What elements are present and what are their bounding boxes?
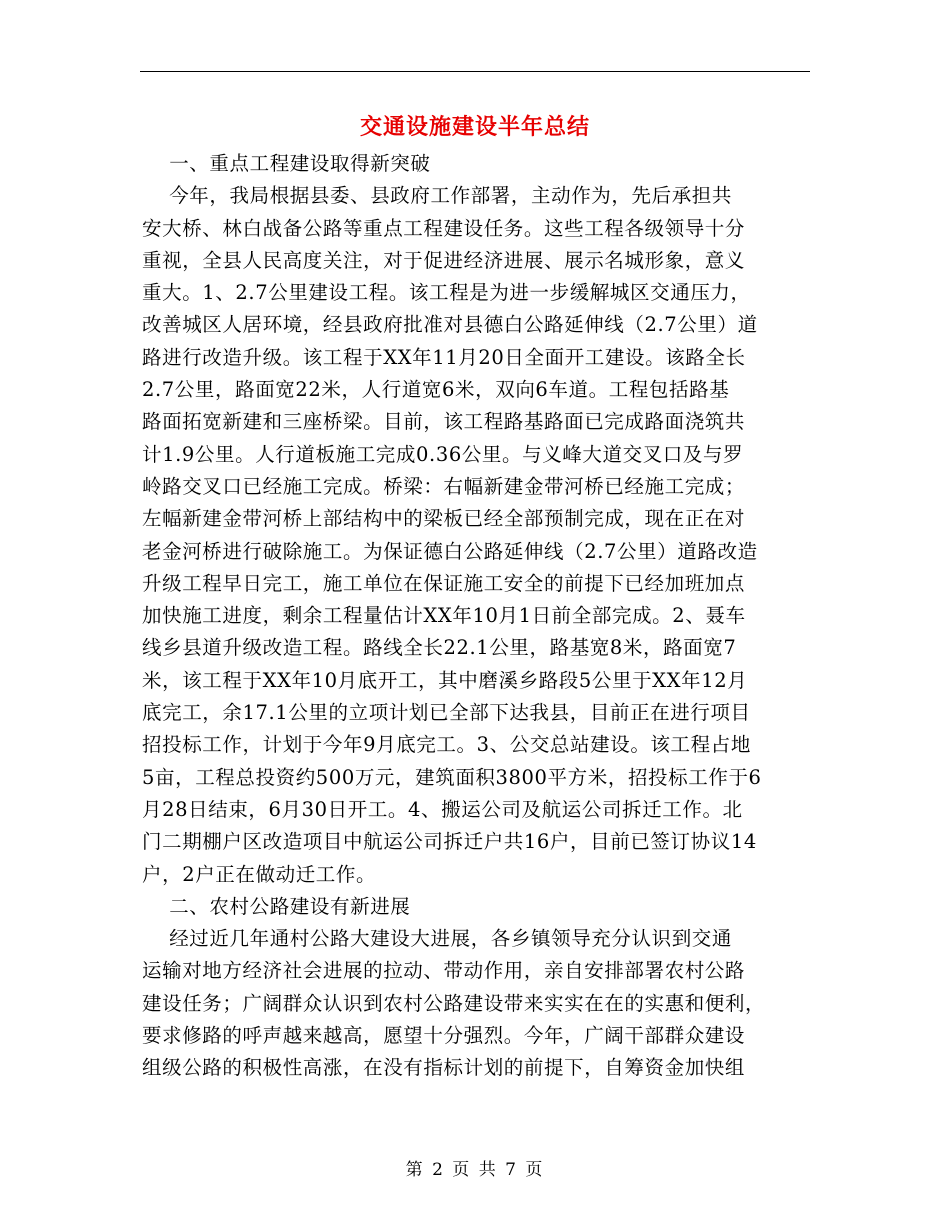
body-line: 线乡县道升级改造工程。路线全长22.1公里，路基宽8米，路面宽7 <box>142 636 737 660</box>
document-title: 交通设施建设半年总结 <box>359 114 590 140</box>
body-line: 安大桥、林白战备公路等重点工程建设任务。这些工程各级领导十分 <box>142 216 746 240</box>
body-line: 一、重点工程建设取得新突破 <box>142 152 431 175</box>
body-line: 左幅新建金带河桥上部结构中的梁板已经全部预制完成，现在正在对 <box>142 507 746 531</box>
body-line: 计1.9公里。人行道板施工完成0.36公里。与义峰大道交叉口及与罗 <box>142 442 744 466</box>
header-rule <box>140 71 810 72</box>
body-line: 岭路交叉口已经施工完成。桥梁：右幅新建金带河桥已经施工完成； <box>142 474 746 498</box>
body-line: 二、农村公路建设有新进展 <box>142 894 411 918</box>
body-line: 月28日结束，6月30日开工。4、搬运公司及航运公司拆迁工作。北 <box>142 797 743 821</box>
body-line: 重视，全县人民高度关注，对于促进经济进展、展示名城形象，意义 <box>142 248 746 272</box>
body-line: 组级公路的积极性高涨，在没有指标计划的前提下，自筹资金加快组 <box>142 1056 746 1080</box>
body-line: 升级工程早日完工，施工单位在保证施工安全的前提下已经加班加点 <box>142 571 746 595</box>
body-line: 改善城区人居环境，经县政府批准对县德白公路延伸线（2.7公里）道 <box>142 313 758 337</box>
body-line: 运输对地方经济社会进展的拉动、带动作用，亲自安排部署农村公路 <box>142 959 746 983</box>
page-footer: 第 2 页 共 7 页 <box>405 1160 545 1180</box>
body-line: 路面拓宽新建和三座桥梁。目前，该工程路基路面已完成路面浇筑共 <box>142 410 746 434</box>
body-line: 招投标工作，计划于今年9月底完工。3、公交总站建设。该工程占地 <box>142 733 751 757</box>
body-line: 经过近几年通村公路大建设大进展，各乡镇领导充分认识到交通 <box>142 927 732 951</box>
body-line: 重大。1、2.7公里建设工程。该工程是为进一步缓解城区交通压力， <box>142 281 751 305</box>
body-line: 建设任务；广阔群众认识到农村公路建设带来实实在在的实惠和便利， <box>142 991 766 1015</box>
document-body <box>142 148 822 1085</box>
body-line: 米，该工程于XX年10月底开工，其中磨溪乡路段5公里于XX年12月 <box>142 668 748 692</box>
body-line: 要求修路的呼声越来越高，愿望十分强烈。今年，广阔干部群众建设 <box>142 1024 746 1048</box>
body-line: 底完工，余17.1公里的立项计划已全部下达我县，目前正在进行项目 <box>142 701 751 725</box>
body-line: 户，2户正在做动迁工作。 <box>142 862 377 886</box>
body-line: 5亩，工程总投资约500万元，建筑面积3800平方米，招投标工作于6 <box>142 765 762 789</box>
body-line: 今年，我局根据县委、县政府工作部署，主动作为，先后承担共 <box>142 184 732 208</box>
body-line: 加快施工进度，剩余工程量估计XX年10月1日前全部完成。2、聂车 <box>142 604 746 628</box>
body-line: 门二期棚户区改造项目中航运公司拆迁户共16户，目前已签订协议14 <box>142 830 757 854</box>
body-line: 路进行改造升级。该工程于XX年11月20日全面开工建设。该路全长 <box>142 345 746 369</box>
body-line: 2.7公里，路面宽22米，人行道宽6米，双向6车道。工程包括路基 <box>142 378 730 402</box>
body-line: 老金河桥进行破除施工。为保证德白公路延伸线（2.7公里）道路改造 <box>142 539 758 563</box>
